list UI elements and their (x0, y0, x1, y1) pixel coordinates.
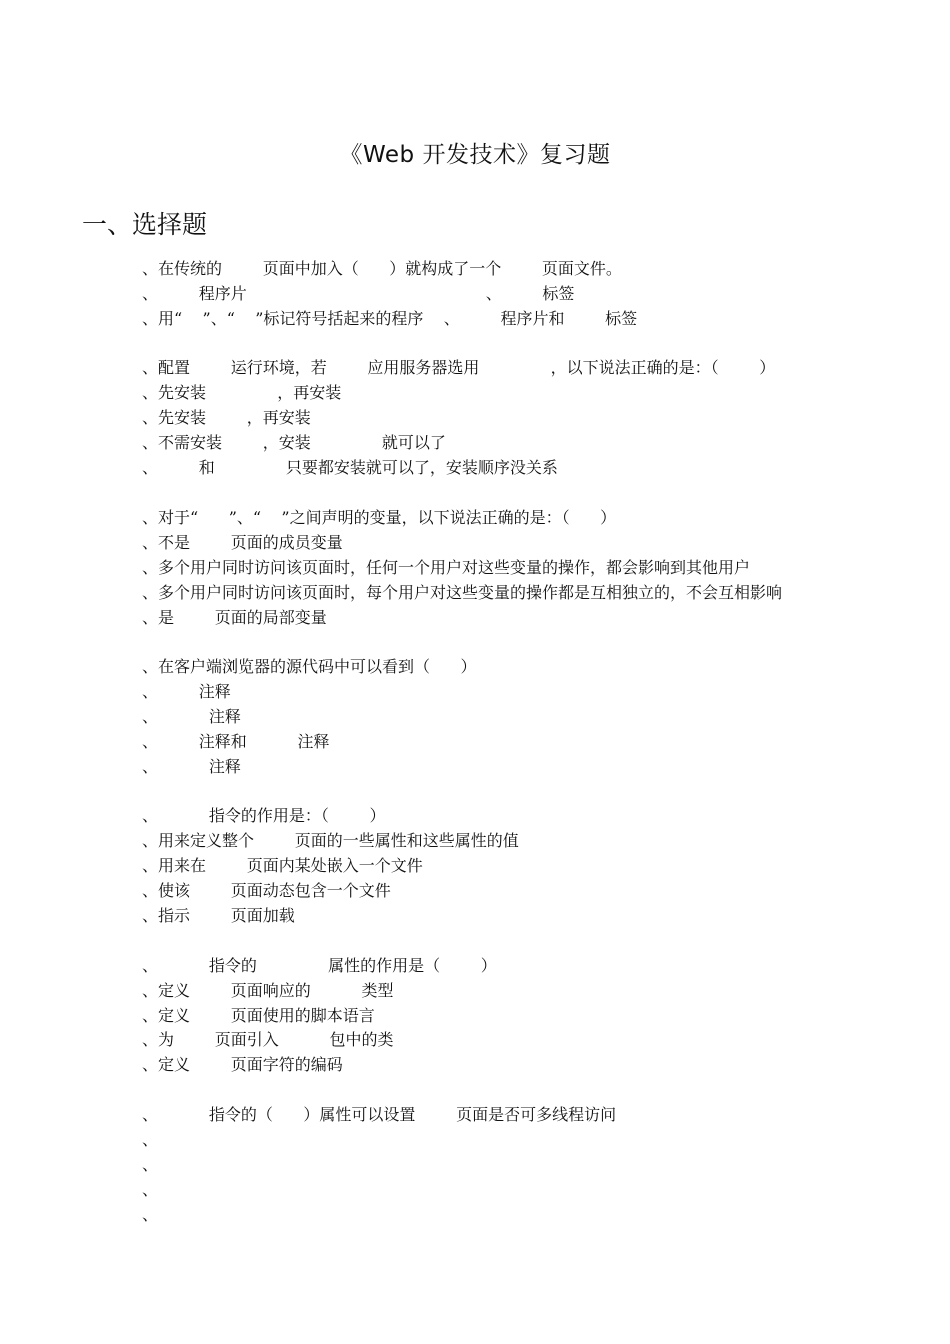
text-line: 、 程序片 、 标签 (142, 284, 575, 303)
text-line: 、不是 页面的成员变量 (142, 533, 343, 552)
text-line: 、 注释 (142, 757, 241, 776)
text-line: 、 (142, 1205, 159, 1224)
text-line: 、指示 页面加载 (142, 906, 295, 925)
page-title: 《Web 开发技术》复习题 (339, 142, 611, 168)
text-line: 、 (142, 1155, 159, 1174)
text-line: 、定义 页面字符的编码 (142, 1055, 343, 1074)
text-line: 、 注释和 注释 (142, 732, 330, 751)
text-line: 、先安装 ，再安装 (142, 383, 342, 402)
text-line: 、 (142, 1130, 159, 1149)
text-line: 、多个用户同时访问该页面时，每个用户对这些变量的操作都是互相独立的，不会互相影响 (142, 583, 783, 602)
text-line: 、 注释 (142, 682, 231, 701)
text-line: 、是 页面的局部变量 (142, 608, 327, 627)
text-line: 、 指令的 属性的作用是（ ） (142, 956, 497, 975)
text-line: 、在传统的 页面中加入（ ）就构成了一个 页面文件。 (142, 259, 622, 278)
text-line: 、在客户端浏览器的源代码中可以看到（ ） (142, 657, 477, 676)
text-line: 、用“ ”、“ ”标记符号括起来的程序 、 程序片和 标签 (142, 309, 638, 328)
text-line: 、 指令的作用是：（ ） (142, 806, 386, 825)
text-line: 、用来定义整个 页面的一些属性和这些属性的值 (142, 831, 519, 850)
section-heading: 一、选择题 (82, 210, 208, 239)
text-line: 、多个用户同时访问该页面时，任何一个用户对这些变量的操作，都会影响到其他用户 (142, 558, 751, 577)
text-line: 、 和 只要都安装就可以了，安装顺序没关系 (142, 458, 558, 477)
text-line: 、用来在 页面内某处嵌入一个文件 (142, 856, 423, 875)
text-line: 、定义 页面响应的 类型 (142, 981, 394, 1000)
text-line: 、 注释 (142, 707, 241, 726)
text-line: 、对于“ ”、“ ”之间声明的变量，以下说法正确的是：（ ） (142, 508, 617, 527)
text-line: 、为 页面引入 包中的类 (142, 1030, 394, 1049)
text-line: 、不需安装 ，安装 就可以了 (142, 433, 446, 452)
text-line: 、先安装 ，再安装 (142, 408, 311, 427)
text-line: 、配置 运行环境，若 应用服务器选用 ，以下说法正确的是：（ ） (142, 358, 776, 377)
text-line: 、 (142, 1180, 159, 1199)
text-line: 、定义 页面使用的脚本语言 (142, 1006, 375, 1025)
text-line: 、使该 页面动态包含一个文件 (142, 881, 391, 900)
text-line: 、 指令的（ ）属性可以设置 页面是否可多线程访问 (142, 1105, 617, 1124)
